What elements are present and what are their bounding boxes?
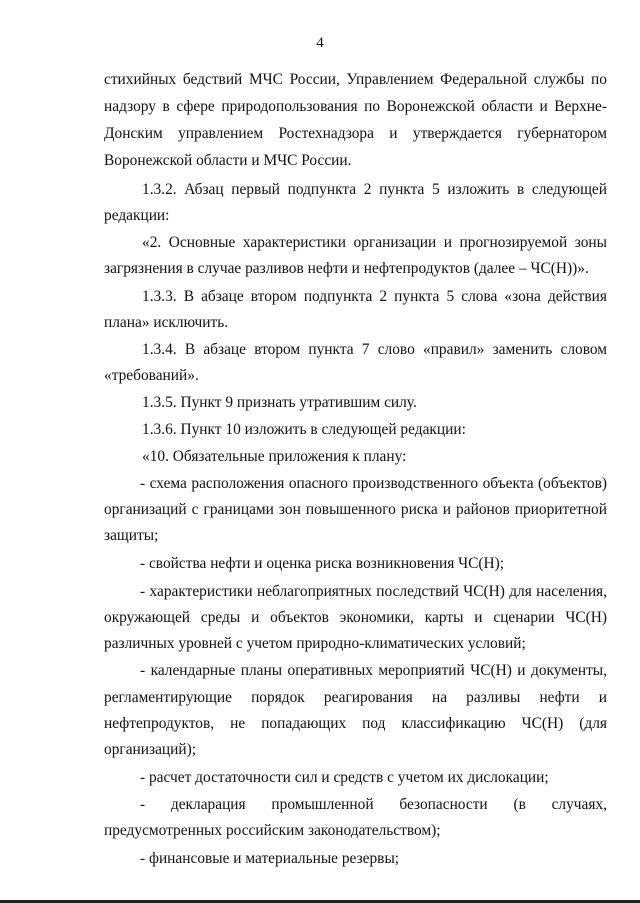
text-line: нефтепродуктов, не попадающих под классификацию ЧС(Н) (для [104, 715, 607, 732]
text-line: предусмотренных российским законодательством); [104, 822, 441, 839]
text-line: плана» исключить. [104, 314, 229, 331]
text-line: 1.3.6. Пункт 10 изложить в следующей редакции: [142, 421, 466, 438]
page-number: 4 [316, 35, 324, 51]
text-line: 1.3.2. Абзац первый подпункта 2 пункта 5 изложить в следующей [142, 181, 607, 198]
text-line: окружающей среды и объектов экономики, карты и сценарии ЧС(Н) [104, 609, 607, 626]
text-line: - свойства нефти и оценка риска возникновения ЧС(Н); [140, 555, 505, 572]
text-line: - схема расположения опасного производственного объекта (объектов) [140, 475, 607, 492]
text-line: надзору в сфере природопользования по Воронежской области и Верхне- [104, 98, 607, 115]
text-line: - расчет достаточности сил и средств с учетом их дислокации; [140, 769, 549, 786]
text-line: различных уровней с учетом природно-климатических условий; [104, 635, 526, 652]
text-line: стихийных бедствий МЧС России, Управлением Федеральной службы по [104, 71, 607, 88]
text-line: защиты; [104, 527, 159, 544]
text-line: - финансовые и материальные резервы; [140, 850, 400, 867]
text-line: - календарные планы оперативных мероприятий ЧС(Н) и документы, [140, 662, 607, 679]
text-line: - характеристики неблагоприятных последствий ЧС(Н) для населения, [140, 583, 607, 600]
text-line: 1.3.3. В абзаце втором подпункта 2 пункта 5 слова «зона действия [142, 288, 607, 305]
text-line: - декларация промышленной безопасности (в случаях, [140, 796, 607, 813]
text-line: Воронежской области и МЧС России. [104, 152, 352, 169]
text-line: «требований». [104, 367, 199, 384]
text-line: организаций); [104, 741, 197, 758]
text-line: 1.3.4. В абзаце втором пункта 7 слово «правил» заменить словом [142, 341, 607, 358]
text-line: организаций с границами зон повышенного риска и районов приоритетной [104, 501, 607, 518]
text-line: 1.3.5. Пункт 9 признать утратившим силу. [142, 394, 417, 411]
text-line: редакции: [104, 207, 170, 224]
text-line: регламентирующие порядок реагирования на разливы нефти и [104, 689, 607, 706]
text-line: «10. Обязательные приложения к плану: [142, 448, 407, 465]
text-line: Донским управлением Ростехнадзора и утверждается губернатором [104, 125, 607, 142]
text-line: «2. Основные характеристики организации и прогнозируемой зоны [142, 234, 607, 251]
text-line: загрязнения в случае разливов нефти и нефтепродуктов (далее – ЧС(Н))». [104, 260, 589, 277]
